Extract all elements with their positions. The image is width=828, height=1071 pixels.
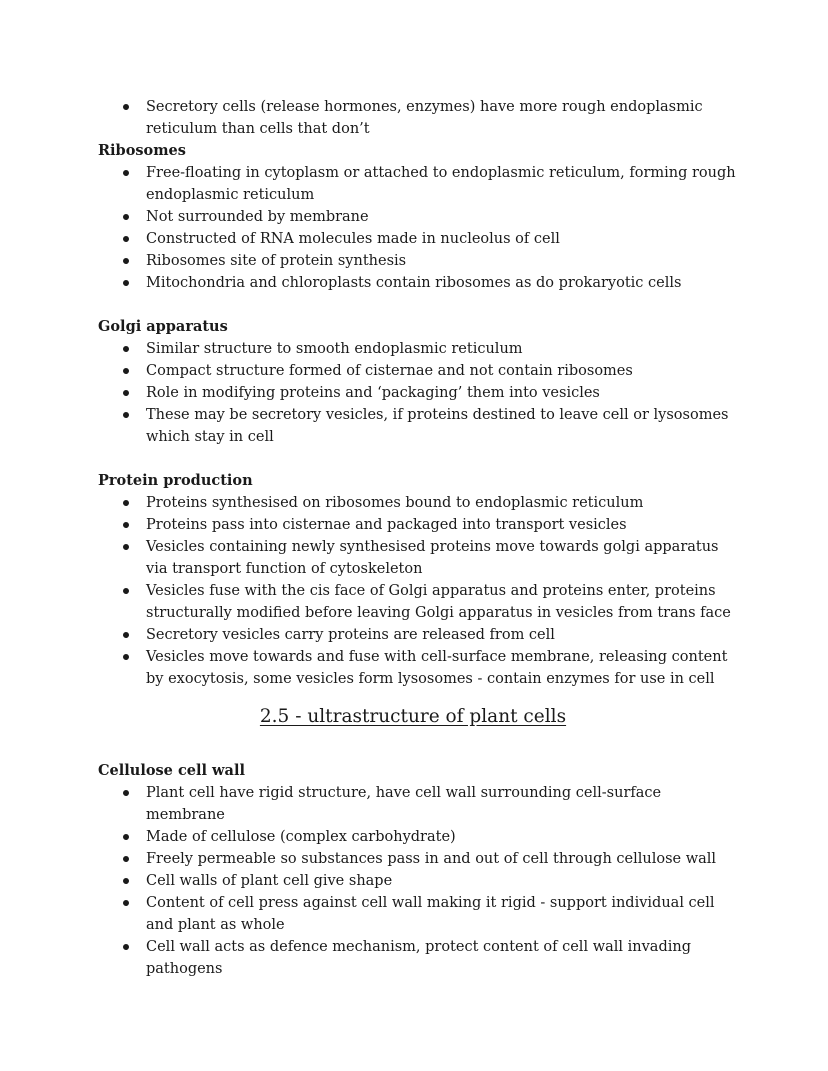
- bullet-icon: [123, 368, 129, 374]
- list-item: Vesicles fuse with the cis face of Golgi apparatus and proteins enter, proteins structurally modified before leaving Golgi apparatus in vesicles from trans face: [98, 580, 738, 624]
- list-item: Secretory cells (release hormones, enzymes) have more rough endoplasmic reticulum than cells that don’t: [98, 96, 738, 140]
- cellulose-wall-bullet-list: [98, 782, 738, 980]
- list-item: These may be secretory vesicles, if proteins destined to leave cell or lysosomes which stay in cell: [98, 404, 738, 448]
- bullet-icon: [123, 900, 129, 906]
- spacer: [98, 448, 738, 470]
- list-item: Made of cellulose (complex carbohydrate): [98, 826, 738, 848]
- section-heading: Ribosomes: [98, 142, 186, 159]
- list-item: Ribosomes site of protein synthesis: [98, 250, 738, 272]
- bullet-icon: [123, 280, 129, 286]
- bullet-icon: [123, 834, 129, 840]
- bullet-icon: [123, 654, 129, 660]
- section-heading: Golgi apparatus: [98, 318, 228, 335]
- spacer: [98, 294, 738, 316]
- bullet-icon: [123, 170, 129, 176]
- protein-production-bullet-list: [98, 492, 738, 690]
- section-protein-production: [98, 470, 738, 690]
- section-heading: Cellulose cell wall: [98, 762, 245, 779]
- list-item: Compact structure formed of cisternae and not contain ribosomes: [98, 360, 738, 382]
- list-item: Free-floating in cytoplasm or attached to endoplasmic reticulum, forming rough endoplasmic reticulum: [98, 162, 738, 206]
- section-cellulose-cell-wall: [98, 760, 738, 980]
- bullet-icon: [123, 258, 129, 264]
- bullet-icon: [123, 236, 129, 242]
- bullet-icon: [123, 790, 129, 796]
- intro-bullet-list: [98, 96, 738, 140]
- bullet-icon: [123, 346, 129, 352]
- bullet-icon: [123, 412, 129, 418]
- list-item: Not surrounded by membrane: [98, 206, 738, 228]
- section-title: 2.5 - ultrastructure of plant cells: [259, 706, 567, 727]
- bullet-icon: [123, 214, 129, 220]
- section-heading: Protein production: [98, 472, 253, 489]
- bullet-icon: [123, 588, 129, 594]
- list-item: Similar structure to smooth endoplasmic reticulum: [98, 338, 738, 360]
- golgi-bullet-list: [98, 338, 738, 448]
- list-item: Cell wall acts as defence mechanism, protect content of cell wall invading pathogens: [98, 936, 738, 980]
- bullet-icon: [123, 104, 129, 110]
- list-item: Vesicles containing newly synthesised proteins move towards golgi apparatus via transport function of cytoskeleton: [98, 536, 738, 580]
- list-item: Proteins pass into cisternae and packaged into transport vesicles: [98, 514, 738, 536]
- list-item: Secretory vesicles carry proteins are released from cell: [98, 624, 738, 646]
- list-item: Constructed of RNA molecules made in nucleolus of cell: [98, 228, 738, 250]
- section-golgi: [98, 316, 738, 448]
- document-body: [98, 96, 738, 980]
- list-item: Cell walls of plant cell give shape: [98, 870, 738, 892]
- section-ribosomes: [98, 140, 738, 294]
- bullet-icon: [123, 632, 129, 638]
- bullet-icon: [123, 944, 129, 950]
- bullet-icon: [123, 500, 129, 506]
- bullet-icon: [123, 544, 129, 550]
- list-item: Mitochondria and chloroplasts contain ribosomes as do prokaryotic cells: [98, 272, 738, 294]
- list-item: Freely permeable so substances pass in and out of cell through cellulose wall: [98, 848, 738, 870]
- bullet-icon: [123, 390, 129, 396]
- list-item: Content of cell press against cell wall making it rigid - support individual cell and plant as whole: [98, 892, 738, 936]
- ribosomes-bullet-list: [98, 162, 738, 294]
- bullet-icon: [123, 856, 129, 862]
- bullet-icon: [123, 522, 129, 528]
- list-item: Vesicles move towards and fuse with cell-surface membrane, releasing content by exocytosis, some vesicles form lysosomes - contain enzymes for use in cell: [98, 646, 738, 690]
- bullet-icon: [123, 878, 129, 884]
- list-item: Proteins synthesised on ribosomes bound to endoplasmic reticulum: [98, 492, 738, 514]
- list-item: Plant cell have rigid structure, have cell wall surrounding cell-surface membrane: [98, 782, 738, 826]
- list-item: Role in modifying proteins and ‘packaging’ them into vesicles: [98, 382, 738, 404]
